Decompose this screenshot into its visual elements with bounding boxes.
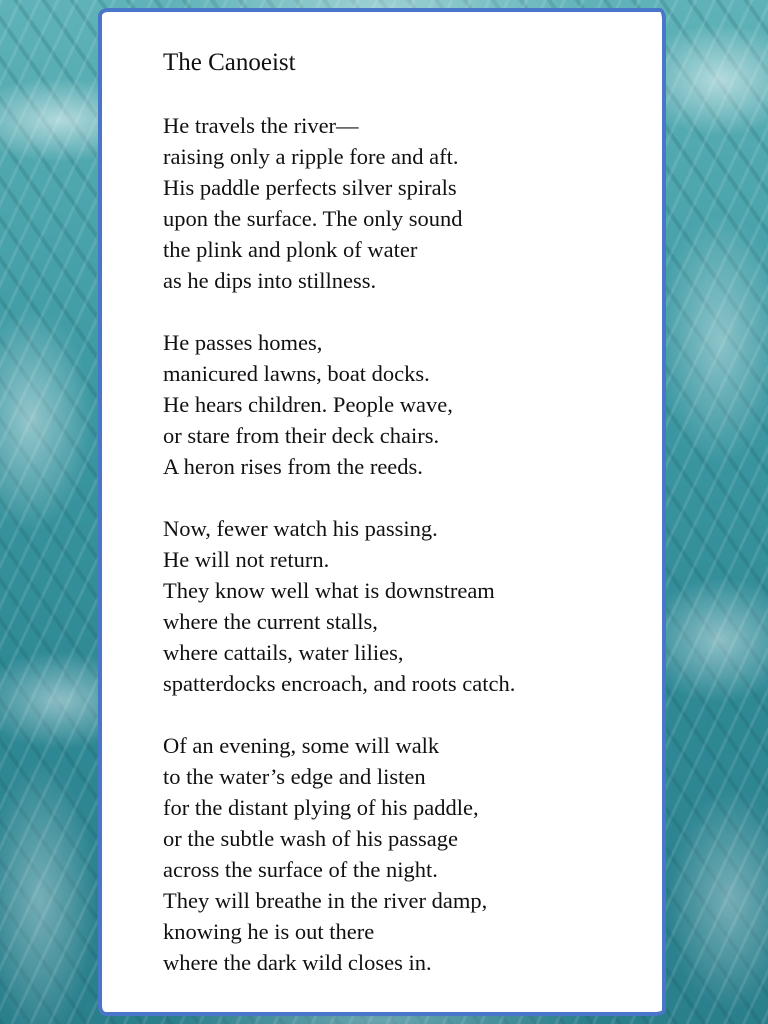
poem-line: to the water’s edge and listen (163, 764, 426, 789)
poem-line: spatterdocks encroach, and roots catch. (163, 671, 516, 696)
stanza-3 (163, 513, 643, 699)
poem-line: manicured lawns, boat docks. (163, 361, 430, 386)
poem-text (163, 46, 643, 1009)
poem-line: the plink and plonk of water (163, 237, 418, 262)
poem-line: for the distant plying of his paddle, (163, 795, 479, 820)
poem-line: They know well what is downstream (163, 578, 495, 603)
poem-line: or the subtle wash of his passage (163, 826, 458, 851)
poem-line: knowing he is out there (163, 919, 375, 944)
poem-line: upon the surface. The only sound (163, 206, 463, 231)
poem-line: across the surface of the night. (163, 857, 438, 882)
poem-line: where the dark wild closes in. (163, 950, 432, 975)
poem-line: His paddle perfects silver spirals (163, 175, 457, 200)
poem-line: or stare from their deck chairs. (163, 423, 440, 448)
stanza-2 (163, 327, 643, 482)
poem-line: He will not return. (163, 547, 330, 572)
poem-title: The Canoeist (163, 49, 296, 76)
poem-line: They will breathe in the river damp, (163, 888, 488, 913)
poem-line: where cattails, water lilies, (163, 640, 404, 665)
stanza-1 (163, 110, 643, 296)
poem-line: He travels the river— (163, 113, 359, 138)
poem-line: Of an evening, some will walk (163, 733, 440, 758)
poem-line: Now, fewer watch his passing. (163, 516, 438, 541)
poem-line: where the current stalls, (163, 609, 378, 634)
poem-line: A heron rises from the reeds. (163, 454, 423, 479)
poem-line: He hears children. People wave, (163, 392, 453, 417)
stanza-4 (163, 730, 643, 978)
poem-line: raising only a ripple fore and aft. (163, 144, 459, 169)
poem-line: as he dips into stillness. (163, 268, 377, 293)
poem-line: He passes homes, (163, 330, 323, 355)
